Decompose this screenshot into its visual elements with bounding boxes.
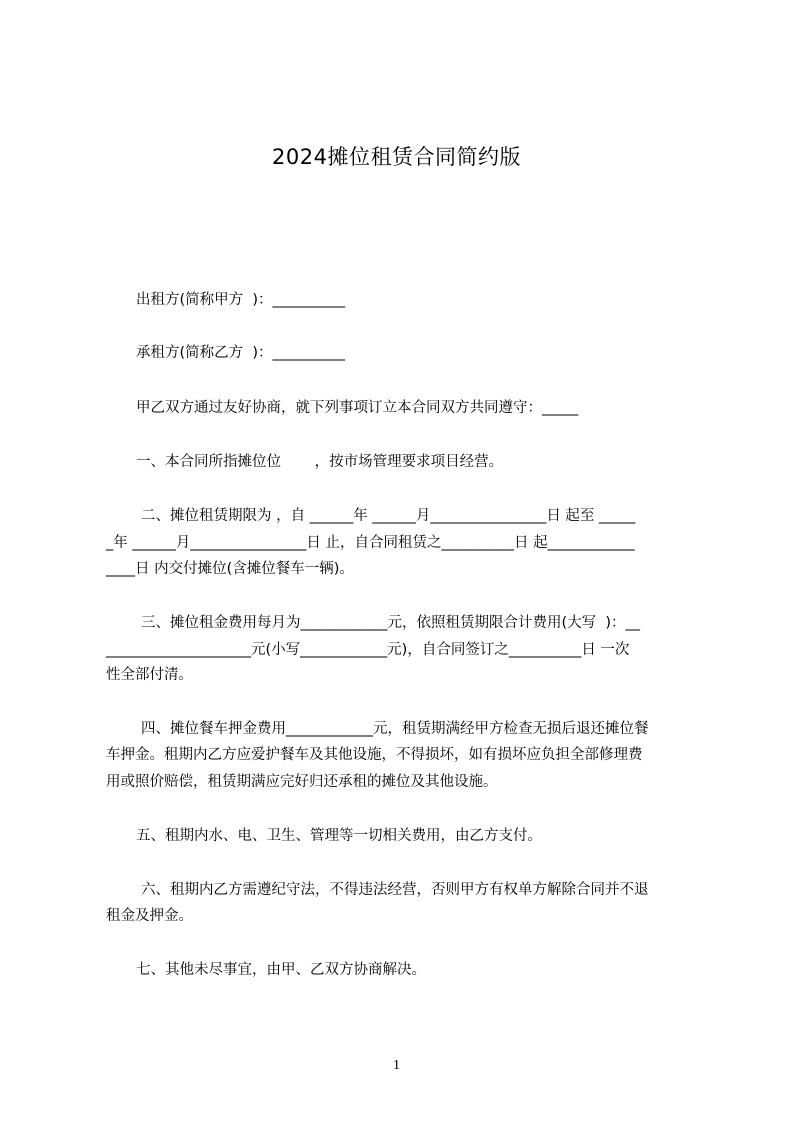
clause-2-line-3: ____日 内交付摊位(含摊位餐车一辆)。 [106, 561, 354, 577]
lessee-line: 承租方(简称乙方 )：__________ [136, 345, 346, 361]
agreement-intro-line: 甲乙双方通过友好协商，就下列事项订立本合同双方共同遵守：_____ [136, 400, 579, 416]
clause-1-line: 一、本合同所指摊位位 ，按市场管理要求项目经营。 [136, 454, 504, 470]
clause-4-line-3: 用或照价赔偿，租赁期满应完好归还承租的摊位及其他设施。 [106, 774, 498, 790]
clause-2-line-2: _年 ______月________________日 止，自合同租赁之__________日 起____________ [106, 535, 635, 551]
clause-7-line: 七、其他未尽事宜，由甲、乙双方协商解决。 [136, 962, 426, 978]
lessor-line: 出租方(简称甲方 )：__________ [136, 292, 346, 308]
document-title: 2024摊位租赁合同简约版 [272, 145, 521, 169]
clause-2-line-1: 二、摊位租赁期限为 ，自 ______年 ______月________________日 起至 _____ [141, 508, 636, 524]
clause-3-line-3: 性全部付清。 [106, 667, 193, 683]
clause-4-line-1: 四、摊位餐车押金费用____________元，租赁期满经甲方检查无损后退还摊位餐 [141, 721, 649, 737]
clause-4-line-2: 车押金。租期内乙方应爱护餐车及其他设施，不得损坏，如有损坏应负担全部修理费 [106, 747, 643, 763]
clause-5-line: 五、租期内水、电、卫生、管理等一切相关费用，由乙方支付。 [136, 828, 542, 844]
clause-3-line-2: ____________________元(小写____________元)，自合同签订之__________日 一次 [106, 642, 630, 658]
clause-3-line-1: 三、摊位租金费用每月为____________元，依照租赁期限合计费用(大写 )：__ [141, 615, 641, 631]
clause-6-line-1: 六、租期内乙方需遵纪守法，不得违法经营，否则甲方有权单方解除合同并不退 [141, 882, 649, 898]
page-number: 1 [393, 1058, 400, 1073]
clause-6-line-2: 租金及押金。 [106, 908, 193, 924]
